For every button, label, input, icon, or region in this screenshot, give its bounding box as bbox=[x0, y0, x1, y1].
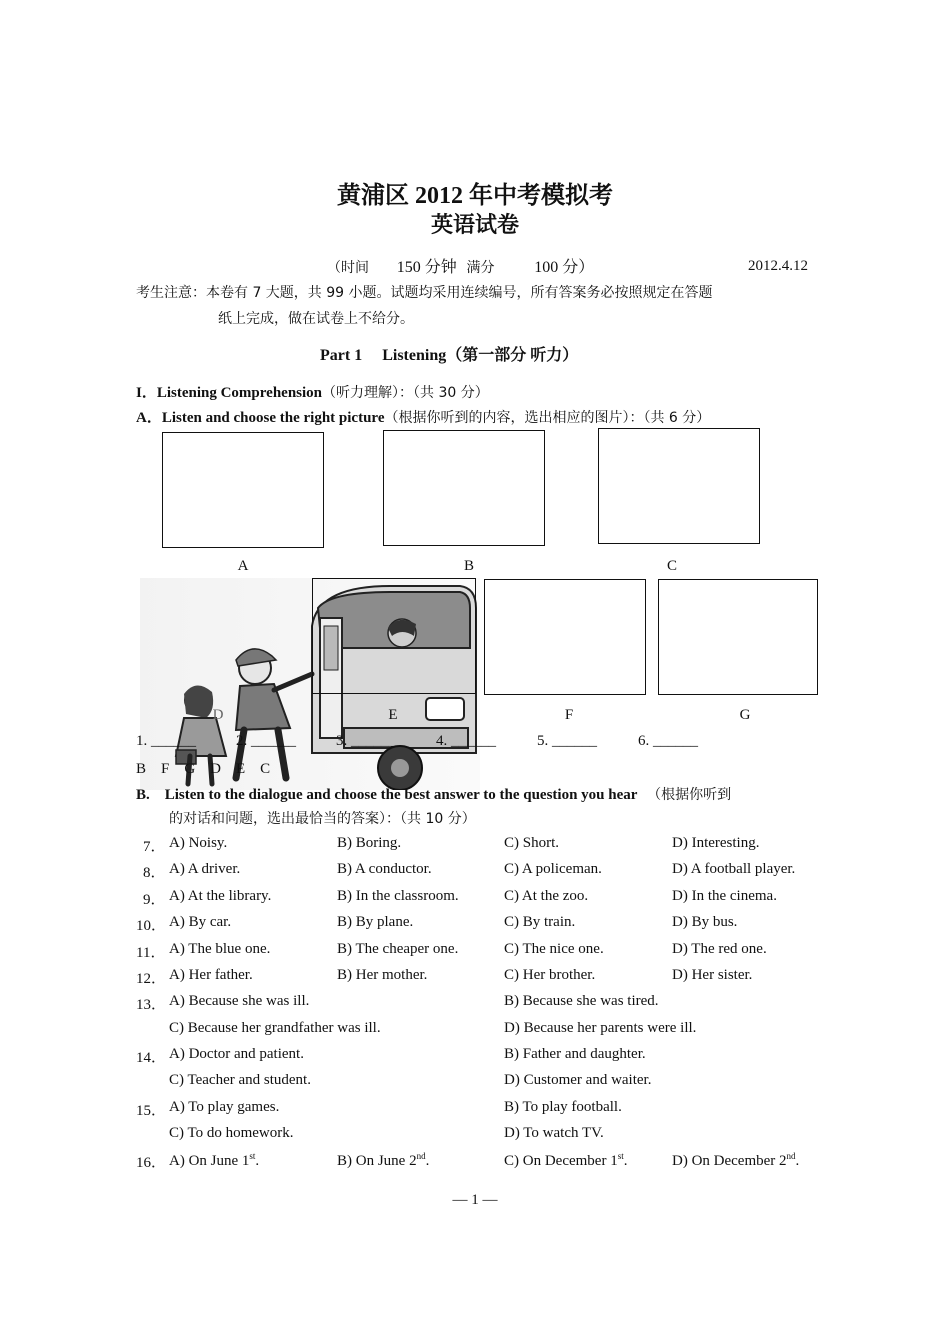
picture-box-b bbox=[383, 430, 545, 546]
option-d[interactable]: D) Customer and waiter. bbox=[504, 1072, 652, 1088]
picture-box-c bbox=[598, 428, 760, 544]
option-c[interactable]: C) Teacher and student. bbox=[169, 1072, 311, 1088]
option-d[interactable]: D) To watch TV. bbox=[504, 1125, 604, 1141]
option-d-sup: nd bbox=[786, 1151, 796, 1161]
option-b[interactable] bbox=[337, 1151, 429, 1170]
section-b-heading-cn-2: 的对话和问题，选出最恰当的答案）：（共 10 分） bbox=[169, 811, 476, 827]
picture-label-b: B bbox=[463, 558, 474, 574]
option-b-sup: nd bbox=[416, 1151, 426, 1161]
option-b[interactable]: B) By plane. bbox=[337, 914, 414, 930]
notice-line-2: 纸上完成，做在试卷上不给分。 bbox=[218, 311, 414, 327]
meta-time: 150 分钟 bbox=[396, 259, 457, 276]
picture-box-e bbox=[312, 578, 476, 694]
option-c[interactable]: C) The nice one. bbox=[504, 941, 604, 957]
question-number: 15． bbox=[136, 1103, 167, 1119]
option-b[interactable]: B) A conductor. bbox=[337, 861, 432, 877]
question-number: 7． bbox=[143, 839, 166, 855]
question-number: 11． bbox=[136, 945, 166, 961]
option-a-text: A) On June 1 bbox=[169, 1153, 250, 1169]
option-c[interactable] bbox=[504, 1151, 627, 1170]
page-number: — 1 — bbox=[452, 1192, 498, 1208]
option-d[interactable]: D) Because her parents were ill. bbox=[504, 1020, 697, 1036]
option-c-end: . bbox=[623, 1153, 628, 1169]
option-a[interactable]: A) Her father. bbox=[169, 967, 253, 983]
option-a[interactable]: A) At the library. bbox=[169, 888, 272, 904]
option-c[interactable]: C) Because her grandfather was ill. bbox=[169, 1020, 381, 1036]
section-1-heading-cn: （听力理解）：（共 30 分） bbox=[322, 385, 489, 401]
option-d[interactable]: D) The red one. bbox=[672, 941, 767, 957]
picture-label-e: E bbox=[388, 707, 398, 723]
option-c[interactable]: C) Her brother. bbox=[504, 967, 596, 983]
answer-blank-6[interactable]: 6. ______ bbox=[638, 733, 698, 749]
section-b-heading-en: B. Listen to the dialogue and choose the best answer to the question you hear bbox=[136, 787, 638, 803]
picture-box-g bbox=[658, 579, 818, 695]
option-a-sup: st bbox=[249, 1151, 256, 1161]
option-b[interactable]: B) The cheaper one. bbox=[337, 941, 459, 957]
option-a[interactable] bbox=[169, 1151, 259, 1170]
answer-blank-3[interactable]: 3. ______ bbox=[336, 733, 396, 749]
exam-subtitle: 英语试卷 bbox=[430, 213, 519, 238]
meta-score-label: 满分 bbox=[466, 260, 495, 276]
option-a[interactable]: A) To play games. bbox=[169, 1099, 280, 1115]
option-c[interactable]: C) To do homework. bbox=[169, 1125, 294, 1141]
option-b-text: B) On June 2 bbox=[337, 1153, 417, 1169]
option-d-text: D) On December 2 bbox=[672, 1153, 787, 1169]
option-c[interactable]: C) Short. bbox=[504, 835, 560, 851]
exam-date: 2012.4.12 bbox=[748, 258, 808, 274]
option-b[interactable]: B) Her mother. bbox=[337, 967, 428, 983]
option-b[interactable]: B) Because she was tired. bbox=[504, 993, 659, 1009]
option-a[interactable]: A) The blue one. bbox=[169, 941, 271, 957]
option-b[interactable]: B) Boring. bbox=[337, 835, 402, 851]
option-c[interactable]: C) By train. bbox=[504, 914, 576, 930]
picture-label-d: D bbox=[212, 707, 224, 723]
option-a-end: . bbox=[255, 1153, 260, 1169]
exam-title: 黄浦区 2012 年中考模拟考 bbox=[337, 183, 613, 209]
section-a-heading-en: A．Listen and choose the right picture bbox=[136, 410, 385, 426]
option-d[interactable] bbox=[672, 1151, 799, 1170]
option-c-text: C) On December 1 bbox=[504, 1153, 618, 1169]
meta-time-label: （时间 bbox=[327, 260, 369, 276]
option-a[interactable]: A) Noisy. bbox=[169, 835, 228, 851]
notice-line-1: 考生注意：本卷有 7 大题，共 99 小题。试题均采用连续编号，所有答案务必按照规定在答题 bbox=[136, 285, 713, 301]
answer-key-line: B F G D E C bbox=[136, 761, 271, 777]
meta-line bbox=[327, 254, 594, 277]
option-a[interactable]: A) Because she was ill. bbox=[169, 993, 310, 1009]
option-a[interactable]: A) A driver. bbox=[169, 861, 241, 877]
option-b[interactable]: B) To play football. bbox=[504, 1099, 622, 1115]
question-number: 13． bbox=[136, 997, 167, 1013]
option-b[interactable]: B) In the classroom. bbox=[337, 888, 459, 904]
option-a[interactable]: A) Doctor and patient. bbox=[169, 1046, 304, 1062]
picture-label-c: C bbox=[666, 558, 677, 574]
option-d[interactable]: D) A football player. bbox=[672, 861, 796, 877]
picture-box-f bbox=[484, 579, 646, 695]
section-a-heading-cn: （根据你听到的内容，选出相应的图片）：（共 6 分） bbox=[384, 410, 711, 426]
answer-blank-2[interactable]: 2. ______ bbox=[236, 733, 296, 749]
question-number: 16． bbox=[136, 1155, 167, 1171]
part1-heading: Part 1 Listening（第一部分 听力） bbox=[320, 347, 579, 364]
meta-score: 100 分） bbox=[534, 259, 595, 276]
option-d[interactable]: D) Her sister. bbox=[672, 967, 753, 983]
option-c-sup: st bbox=[617, 1151, 624, 1161]
question-number: 8． bbox=[143, 865, 166, 881]
section-b-heading bbox=[136, 783, 731, 804]
option-c[interactable]: C) A policeman. bbox=[504, 861, 602, 877]
picture-label-f: F bbox=[564, 707, 574, 723]
option-a[interactable]: A) By car. bbox=[169, 914, 232, 930]
section-1-heading-en: I．Listening Comprehension bbox=[136, 385, 323, 401]
answer-blank-4[interactable]: 4. ______ bbox=[436, 733, 496, 749]
answer-blank-5[interactable]: 5. ______ bbox=[537, 733, 597, 749]
question-number: 12． bbox=[136, 971, 167, 987]
option-d[interactable]: D) By bus. bbox=[672, 914, 738, 930]
option-d[interactable]: D) In the cinema. bbox=[672, 888, 777, 904]
picture-box-a bbox=[162, 432, 324, 548]
question-number: 14． bbox=[136, 1050, 167, 1066]
picture-label-a: A bbox=[237, 558, 249, 574]
option-d[interactable]: D) Interesting. bbox=[672, 835, 760, 851]
answer-blank-1[interactable]: 1. ______ bbox=[136, 733, 196, 749]
section-1-heading bbox=[136, 381, 489, 402]
section-b-heading-cn-1: （根据你听到 bbox=[647, 787, 732, 803]
picture-label-g: G bbox=[739, 707, 751, 723]
section-a-heading bbox=[136, 406, 710, 427]
option-c[interactable]: C) At the zoo. bbox=[504, 888, 589, 904]
question-number: 10． bbox=[136, 918, 167, 934]
question-number: 9． bbox=[143, 892, 166, 908]
option-b[interactable]: B) Father and daughter. bbox=[504, 1046, 646, 1062]
option-b-end: . bbox=[425, 1153, 430, 1169]
option-d-end: . bbox=[795, 1153, 800, 1169]
